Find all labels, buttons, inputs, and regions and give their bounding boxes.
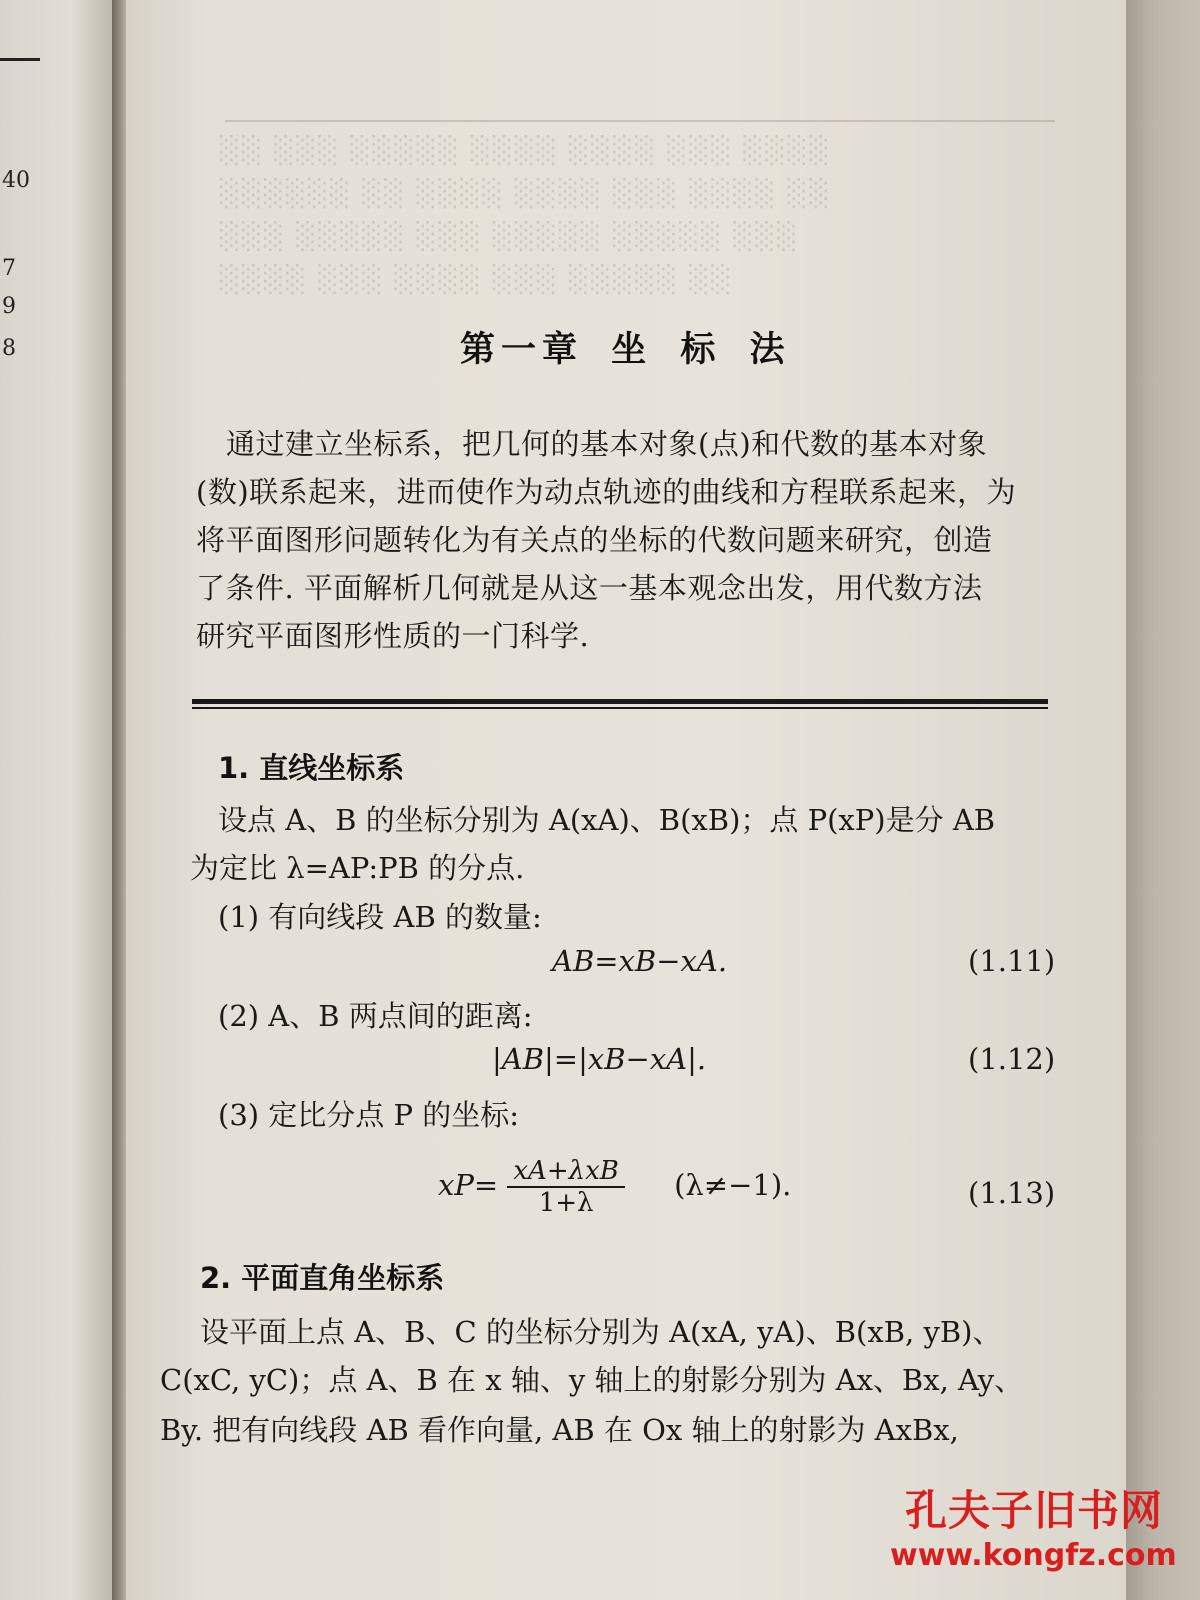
watermark-url: www.kongfz.com — [890, 1538, 1177, 1573]
list-item: (1) 有向线段 AB 的数量: — [218, 900, 542, 934]
chapter-title: 第一章 坐 标 法 — [460, 330, 791, 370]
equation-number: (1.12) — [968, 1042, 1056, 1076]
left-page-edge — [0, 0, 118, 1600]
section-heading: 2. 平面直角坐标系 — [200, 1261, 445, 1295]
equation: AB=xB−xA. — [552, 944, 728, 978]
watermark-logo: 孔夫子旧书网 — [905, 1486, 1164, 1535]
intro-line: 了条件. 平面解析几何就是从这一基本观念出发，用代数方法 — [196, 571, 983, 605]
fraction — [507, 1156, 624, 1218]
page-shadow — [1126, 0, 1200, 1600]
intro-line: 将平面图形问题转化为有关点的坐标的代数问题来研究，创造 — [196, 523, 993, 557]
equation-lhs: xP= — [438, 1168, 499, 1202]
text-line: By. 把有向线段 AB 看作向量, AB 在 Ox 轴上的射影为 AxBx, — [160, 1413, 959, 1447]
left-page-number: 8 — [2, 336, 16, 361]
left-page-number: 40 — [2, 168, 30, 193]
left-page-number: 7 — [2, 256, 16, 281]
fraction-numerator: xA+λxB — [507, 1156, 624, 1188]
double-rule-thin — [192, 707, 1048, 709]
bleed-through-text: ░░ ░░░ ░░░░░ ░░░░ ░░░░ ░░░ ░░░░ ░░░░░░ ░░ ░░░░ ░░░░ ░░░ ░░░░ ░░ ░░░ ░░░░░ ░░░ ░░░░░ ░░░░░ ░░░ ░░░░ ░░░ ░░░░ ░░░ ░░░░░ ░░ — [220, 136, 832, 295]
chapter-intro — [196, 420, 1076, 660]
intro-line: 研究平面图形性质的一门科学. — [196, 619, 590, 653]
equation-condition: (λ≠−1). — [674, 1168, 792, 1202]
section-heading: 1. 直线坐标系 — [218, 751, 405, 785]
bleed-through-rule — [225, 120, 1055, 122]
equation-number: (1.11) — [968, 944, 1056, 978]
double-rule-thick — [192, 699, 1048, 704]
fraction-denominator: 1+λ — [538, 1188, 594, 1218]
intro-line: 通过建立坐标系，把几何的基本对象(点)和代数的基本对象 — [226, 427, 988, 461]
list-item: (3) 定比分点 P 的坐标: — [218, 1098, 520, 1132]
left-page-number: 9 — [2, 294, 16, 319]
equation-number: (1.13) — [968, 1176, 1056, 1210]
text-line: C(xC, yC)；点 A、B 在 x 轴、y 轴上的射影分别为 Ax、Bx, Ay、 — [160, 1363, 1024, 1397]
intro-line: (数)联系起来，进而使作为动点轨迹的曲线和方程联系起来，为 — [196, 475, 1017, 509]
left-page-rule — [0, 58, 40, 61]
text-line: 设平面上点 A、B、C 的坐标分别为 A(xA, yA)、B(xB, yB)、 — [200, 1315, 1002, 1349]
text-line: 设点 A、B 的坐标分别为 A(xA)、B(xB)；点 P(xP)是分 AB — [218, 803, 996, 837]
equation — [438, 1156, 791, 1218]
text-line: 为定比 λ=AP:PB 的分点. — [190, 851, 525, 885]
list-item: (2) A、B 两点间的距离: — [218, 999, 533, 1033]
equation: |AB|=|xB−xA|. — [492, 1042, 707, 1076]
